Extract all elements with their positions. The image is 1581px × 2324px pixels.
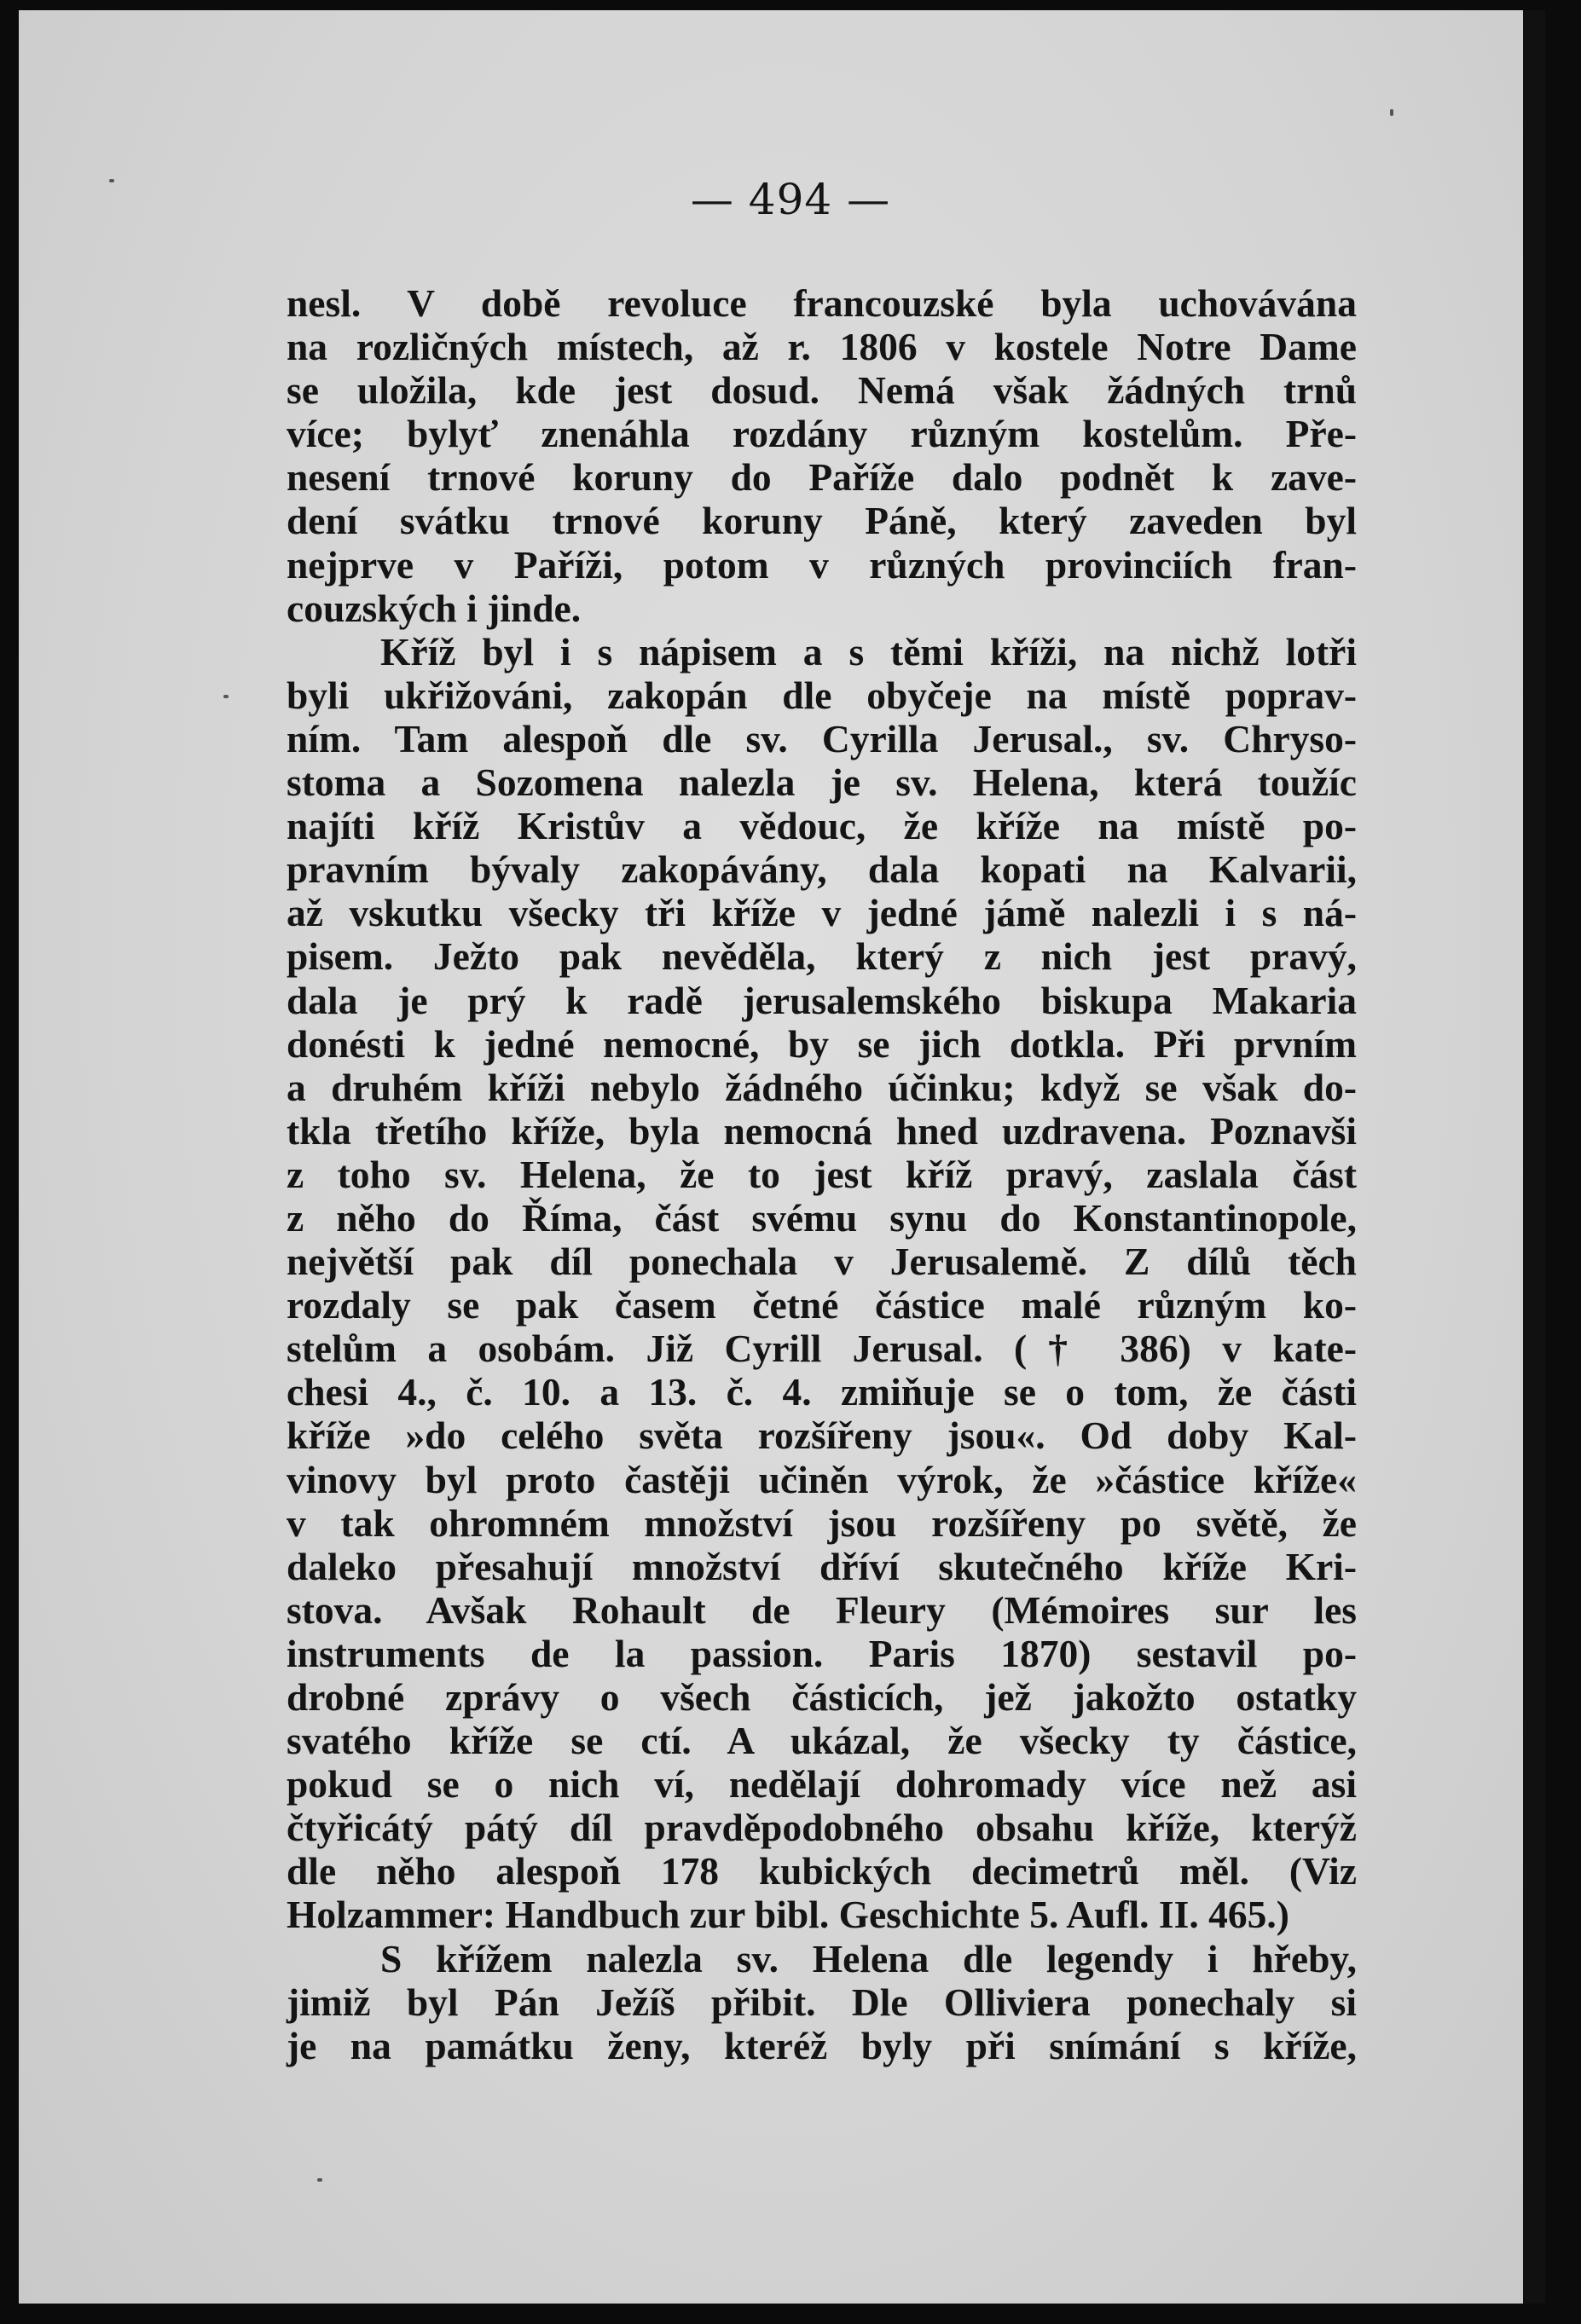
paper-speck (1390, 109, 1393, 116)
text-line: jimiž byl Pán Ježíš přibit. Dle Olliviera ponechaly si (287, 1980, 1357, 2024)
text-line: S křížem nalezla sv. Helena dle legendy i hřeby, (380, 1936, 1357, 1980)
paper-speck (223, 695, 229, 698)
text-line: více; bylyť znenáhla rozdány různým kostelům. Pře- (287, 412, 1357, 456)
text-line: na rozličných místech, až r. 1806 v kostele Notre Dame (287, 325, 1357, 369)
text-line: dala je prý k radě jerusalemského biskupa Makaria (287, 978, 1357, 1022)
text-line: čtyřicátý pátý díl pravděpodobného obsahu kříže, kterýž (287, 1806, 1357, 1850)
text-line: kříže »do celého světa rozšířeny jsou«. Od doby Kal- (287, 1413, 1357, 1458)
text-line: nesl. V době revoluce francouzské byla uchovávána (287, 281, 1357, 325)
text-line: najíti kříž Kristův a vědouc, že kříže na místě po- (287, 804, 1357, 848)
text-line: se uložila, kde jest dosud. Nemá však žádných trnů (287, 368, 1357, 413)
text-line: stoma a Sozomena nalezla je sv. Helena, která toužíc (287, 760, 1357, 805)
text-line: byli ukřižováni, zakopán dle obyčeje na místě poprav- (287, 673, 1357, 717)
text-line: instruments de la passion. Paris 1870) sestavil po- (287, 1631, 1357, 1675)
text-line: je na památku ženy, kteréž byly při snímání s kříže, (287, 2023, 1357, 2067)
text-line: chesi 4., č. 10. a 13. č. 4. zmiňuje se o tom, že části (287, 1370, 1357, 1414)
text-line: couzských i jinde. (287, 586, 582, 630)
text-line: Kříž byl i s nápisem a s těmi kříži, na nichž lotři (380, 629, 1357, 673)
text-line: nesení trnové koruny do Paříže dalo podnět k zave- (287, 455, 1357, 500)
text-line: největší pak díl ponechala v Jerusalemě. Z dílů těch (287, 1240, 1357, 1284)
text-line: vinovy byl proto častěji učiněn výrok, že »částice kříže« (287, 1457, 1357, 1501)
text-line: donésti k jedné nemocné, by se jich dotkla. Při prvním (287, 1021, 1357, 1066)
page-number: — 494 — (690, 175, 891, 224)
text-line: dení svátku trnové koruny Páně, který zaveden byl (287, 499, 1357, 543)
text-line: pokud se o nich ví, nedělají dohromady více než asi (287, 1762, 1357, 1807)
text-line: tkla třetího kříže, byla nemocná hned uzdravena. Poznavši (287, 1108, 1357, 1153)
text-line: stelům a osobám. Již Cyrill Jerusal. († 386) v kate- (287, 1327, 1357, 1371)
paper-speck (317, 2178, 322, 2182)
text-line: daleko přesahují množství dříví skutečného kříže Kri- (287, 1544, 1357, 1588)
text-line: nejprve v Paříži, potom v různých provinciích fran- (287, 542, 1357, 587)
body-text (287, 281, 1357, 2067)
text-line: dle něho alespoň 178 kubických decimetrů měl. (Viz (287, 1849, 1357, 1893)
text-line: z toho sv. Helena, že to jest kříž pravý, zaslala část (287, 1152, 1357, 1196)
text-line: drobné zprávy o všech částicích, jež jakožto ostatky (287, 1675, 1357, 1719)
text-line: Holzammer: Handbuch zur bibl. Geschichte 5. Aufl. II. 465.) (287, 1893, 1289, 1937)
text-line: ním. Tam alespoň dle sv. Cyrilla Jerusal., sv. Chryso- (287, 716, 1357, 760)
text-line: a druhém kříži nebylo žádného účinku; když se však do- (287, 1065, 1357, 1109)
text-line: až vskutku všecky tři kříže v jedné jámě nalezli i s ná- (287, 891, 1357, 935)
text-line: stova. Avšak Rohault de Fleury (Mémoires sur les (287, 1587, 1357, 1632)
text-line: svatého kříže se ctí. A ukázal, že všecky ty částice, (287, 1719, 1357, 1763)
text-line: v tak ohromném množství jsou rozšířeny po světě, že (287, 1500, 1357, 1545)
page-edge-shadow (1523, 10, 1545, 2304)
text-line: rozdaly se pak časem četné částice malé různým ko- (287, 1283, 1357, 1327)
text-line: z něho do Říma, část svému synu do Konstantinopole, (287, 1195, 1357, 1240)
text-line: pravním bývaly zakopávány, dala kopati na Kalvarii, (287, 847, 1357, 892)
text-line: pisem. Ježto pak nevěděla, který z nich jest pravý, (287, 934, 1357, 979)
